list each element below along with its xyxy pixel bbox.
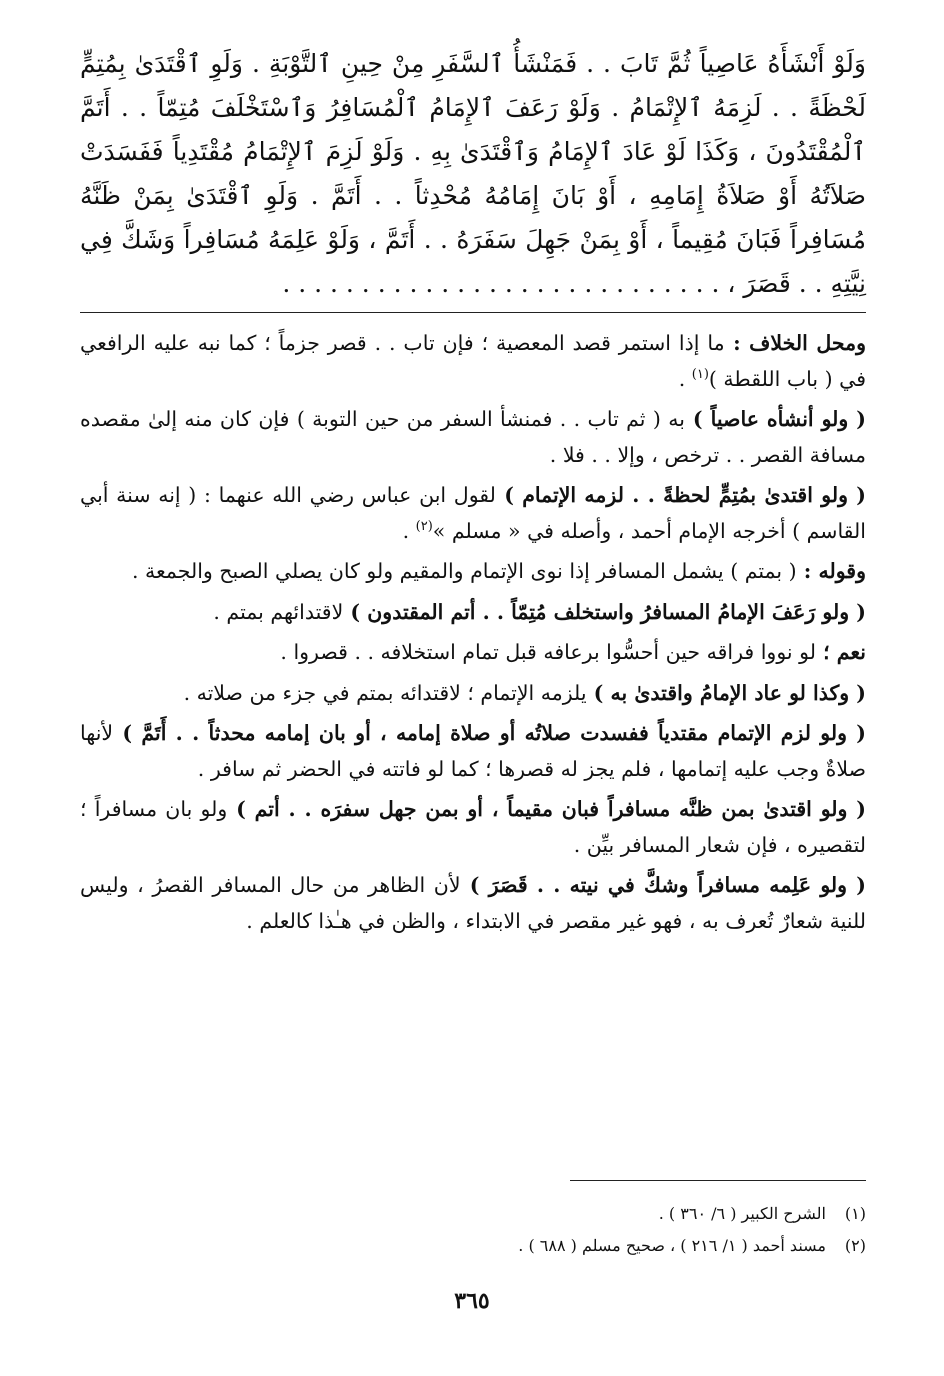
- commentary-lead: نعم ؛: [815, 640, 866, 664]
- footnote-item: [80, 1230, 866, 1262]
- footnote-number: (٢): [844, 1236, 866, 1255]
- commentary-text: ما إذا استمر قصد المعصية ؛ فإن تاب . . قصر جزماً ؛ كما نبه عليه الرافعي في ( باب اللقطة ): [80, 331, 866, 391]
- commentary-paragraph: [80, 868, 866, 939]
- commentary-text: لقول ابن عباس رضي الله عنهما : ( إنه سنة أبي القاسم ) أخرجه الإمام أحمد ، وأصله في « مسلم »: [80, 483, 866, 543]
- commentary-block: [80, 326, 866, 939]
- commentary-lead: ( ولو لزم الإتمام مقتدياً ففسدت صلاتُه أو صلاة إمامه ، أو بان إمامه محدثاً . . أَتَمَّ ): [113, 721, 866, 745]
- commentary-paragraph: [80, 595, 866, 631]
- footnote-number: (١): [844, 1204, 866, 1223]
- commentary-paragraph: [80, 676, 866, 712]
- footnote-text: مسند أحمد ( ١/ ٢١٦ ) ، صحيح مسلم ( ٦٨٨ ) .: [518, 1236, 826, 1255]
- commentary-lead: ( ولو اقتدىٰ بمُتِمٍّ لحظةً . . لزمه الإتمام ): [495, 483, 866, 507]
- commentary-text: يلزمه الإتمام ؛ لاقتدائه بمتم في جزء من صلاته .: [183, 680, 587, 705]
- page-number: ٣٦٥: [454, 1288, 490, 1314]
- footnote-text: الشرح الكبير ( ٦/ ٣٦٠ ) .: [658, 1204, 826, 1223]
- matn-paragraph: وَلَوْ أَنْشَأَهُ عَاصِياً ثُمَّ تَابَ . . فَمَنْشَأُ ٱلسَّفَرِ مِنْ حِينِ ٱلتَّوْبَةِ . وَلَوِ ٱقْتَدَىٰ بِمُتِمٍّ لَحْظَةً . . لَزِمَهُ ٱلإِتْمَامُ . وَلَوْ رَعَفَ ٱلإِمَامُ ٱلْمُسَافِرُ وَٱسْتَخْلَفَ مُتِمّاً . . أَتَمَّ ٱلْمُقْتَدُونَ ، وَكَذَا لَوْ عَادَ ٱلإِمَامُ وَٱقْتَدَىٰ بِهِ . وَلَوْ لَزِمَ ٱلإِتْمَامُ مُقْتَدِياً فَفَسَدَتْ صَلاَتُهُ أَوْ صَلاَةُ إِمَامِهِ ، أَوْ بَانَ إِمَامُهُ مُحْدِثاً . . أَتَمَّ . وَلَوِ ٱقْتَدَىٰ بِمَنْ ظَنَّهُ مُسَافِراً فَبَانَ مُقِيماً ، أَوْ بِمَنْ جَهِلَ سَفَرَهُ . . أَتَمَّ ، وَلَوْ عَلِمَهُ مُسَافِراً وَشَكَّ فِي نِيَّتِهِ . . قَصَرَ ، . . . . . . . . . . . . . . . . . . . . . . . . . . . .: [80, 49, 866, 298]
- commentary-text: لأن الظاهر من حال المسافر القصرُ ، وليس للنية شعارٌ تُعرف به ، فهو غير مقصر في الابتداء ، والظن في هـٰذا كالعلم .: [80, 873, 866, 933]
- footnote-item: [80, 1198, 866, 1230]
- commentary-lead: ( وكذا لو عاد الإمامُ واقتدىٰ به ): [586, 680, 866, 705]
- commentary-text: لأنها صلاةٌ وجب عليه إتمامها ، فلم يجز له قصرها ؛ كما لو فاتته في الحضر ثم سافر .: [80, 721, 866, 781]
- commentary-paragraph: [80, 402, 866, 473]
- commentary-tail: .: [402, 518, 416, 543]
- commentary-text: لاقتدائهم بمتم .: [213, 599, 344, 624]
- commentary-text: به ( ثم تاب . . فمنشأ السفر من حين التوبة ) فإن كان منه إلىٰ مقصده مسافة القصر . . ترخص ، وإلا . . فلا .: [80, 407, 866, 467]
- commentary-paragraph: [80, 326, 866, 397]
- footnote-ref[interactable]: (٢): [415, 518, 433, 534]
- matn-separator-line: [80, 312, 866, 313]
- commentary-lead: ( ولو اقتدىٰ بمن ظنَّه مسافراً فبان مقيماً ، أو بمن جهل سفرَه . . أتم ): [227, 797, 866, 821]
- commentary-paragraph: [80, 716, 866, 787]
- footnote-ref[interactable]: (١): [691, 366, 709, 382]
- footnotes-block: [80, 1198, 866, 1262]
- commentary-lead: ومحل الخلاف :: [724, 331, 866, 355]
- commentary-text: ( بمتم ) يشمل المسافر إذا نوى الإتمام والمقيم ولو كان يصلي الصبح والجمعة .: [131, 559, 797, 583]
- commentary-paragraph: [80, 478, 866, 549]
- matn-text-block: [80, 42, 866, 306]
- footnote-separator-line: [570, 1180, 866, 1181]
- commentary-paragraph: [80, 792, 866, 863]
- commentary-lead: ( ولو أنشأه عاصياً ): [684, 407, 867, 431]
- commentary-lead: ( ولو رَعَفَ الإمامُ المسافرُ واستخلف مُتِمّاً . . أتم المقتدون ): [343, 599, 866, 624]
- commentary-paragraph: [80, 635, 866, 671]
- commentary-tail: .: [678, 366, 692, 391]
- commentary-lead: ( ولو عَلِمه مسافراً وشكَّ في نيته . . قَصَرَ ): [460, 873, 866, 897]
- commentary-text: لو نووا فراقه حين أحسُّوا برعافه قبل تمام استخلافه . . قصروا .: [280, 640, 816, 664]
- commentary-lead: وقوله :: [796, 559, 866, 583]
- commentary-text: ولو بان مسافراً ؛ لتقصيره ، فإن شعار المسافر بيِّن .: [80, 797, 866, 857]
- commentary-paragraph: [80, 554, 866, 590]
